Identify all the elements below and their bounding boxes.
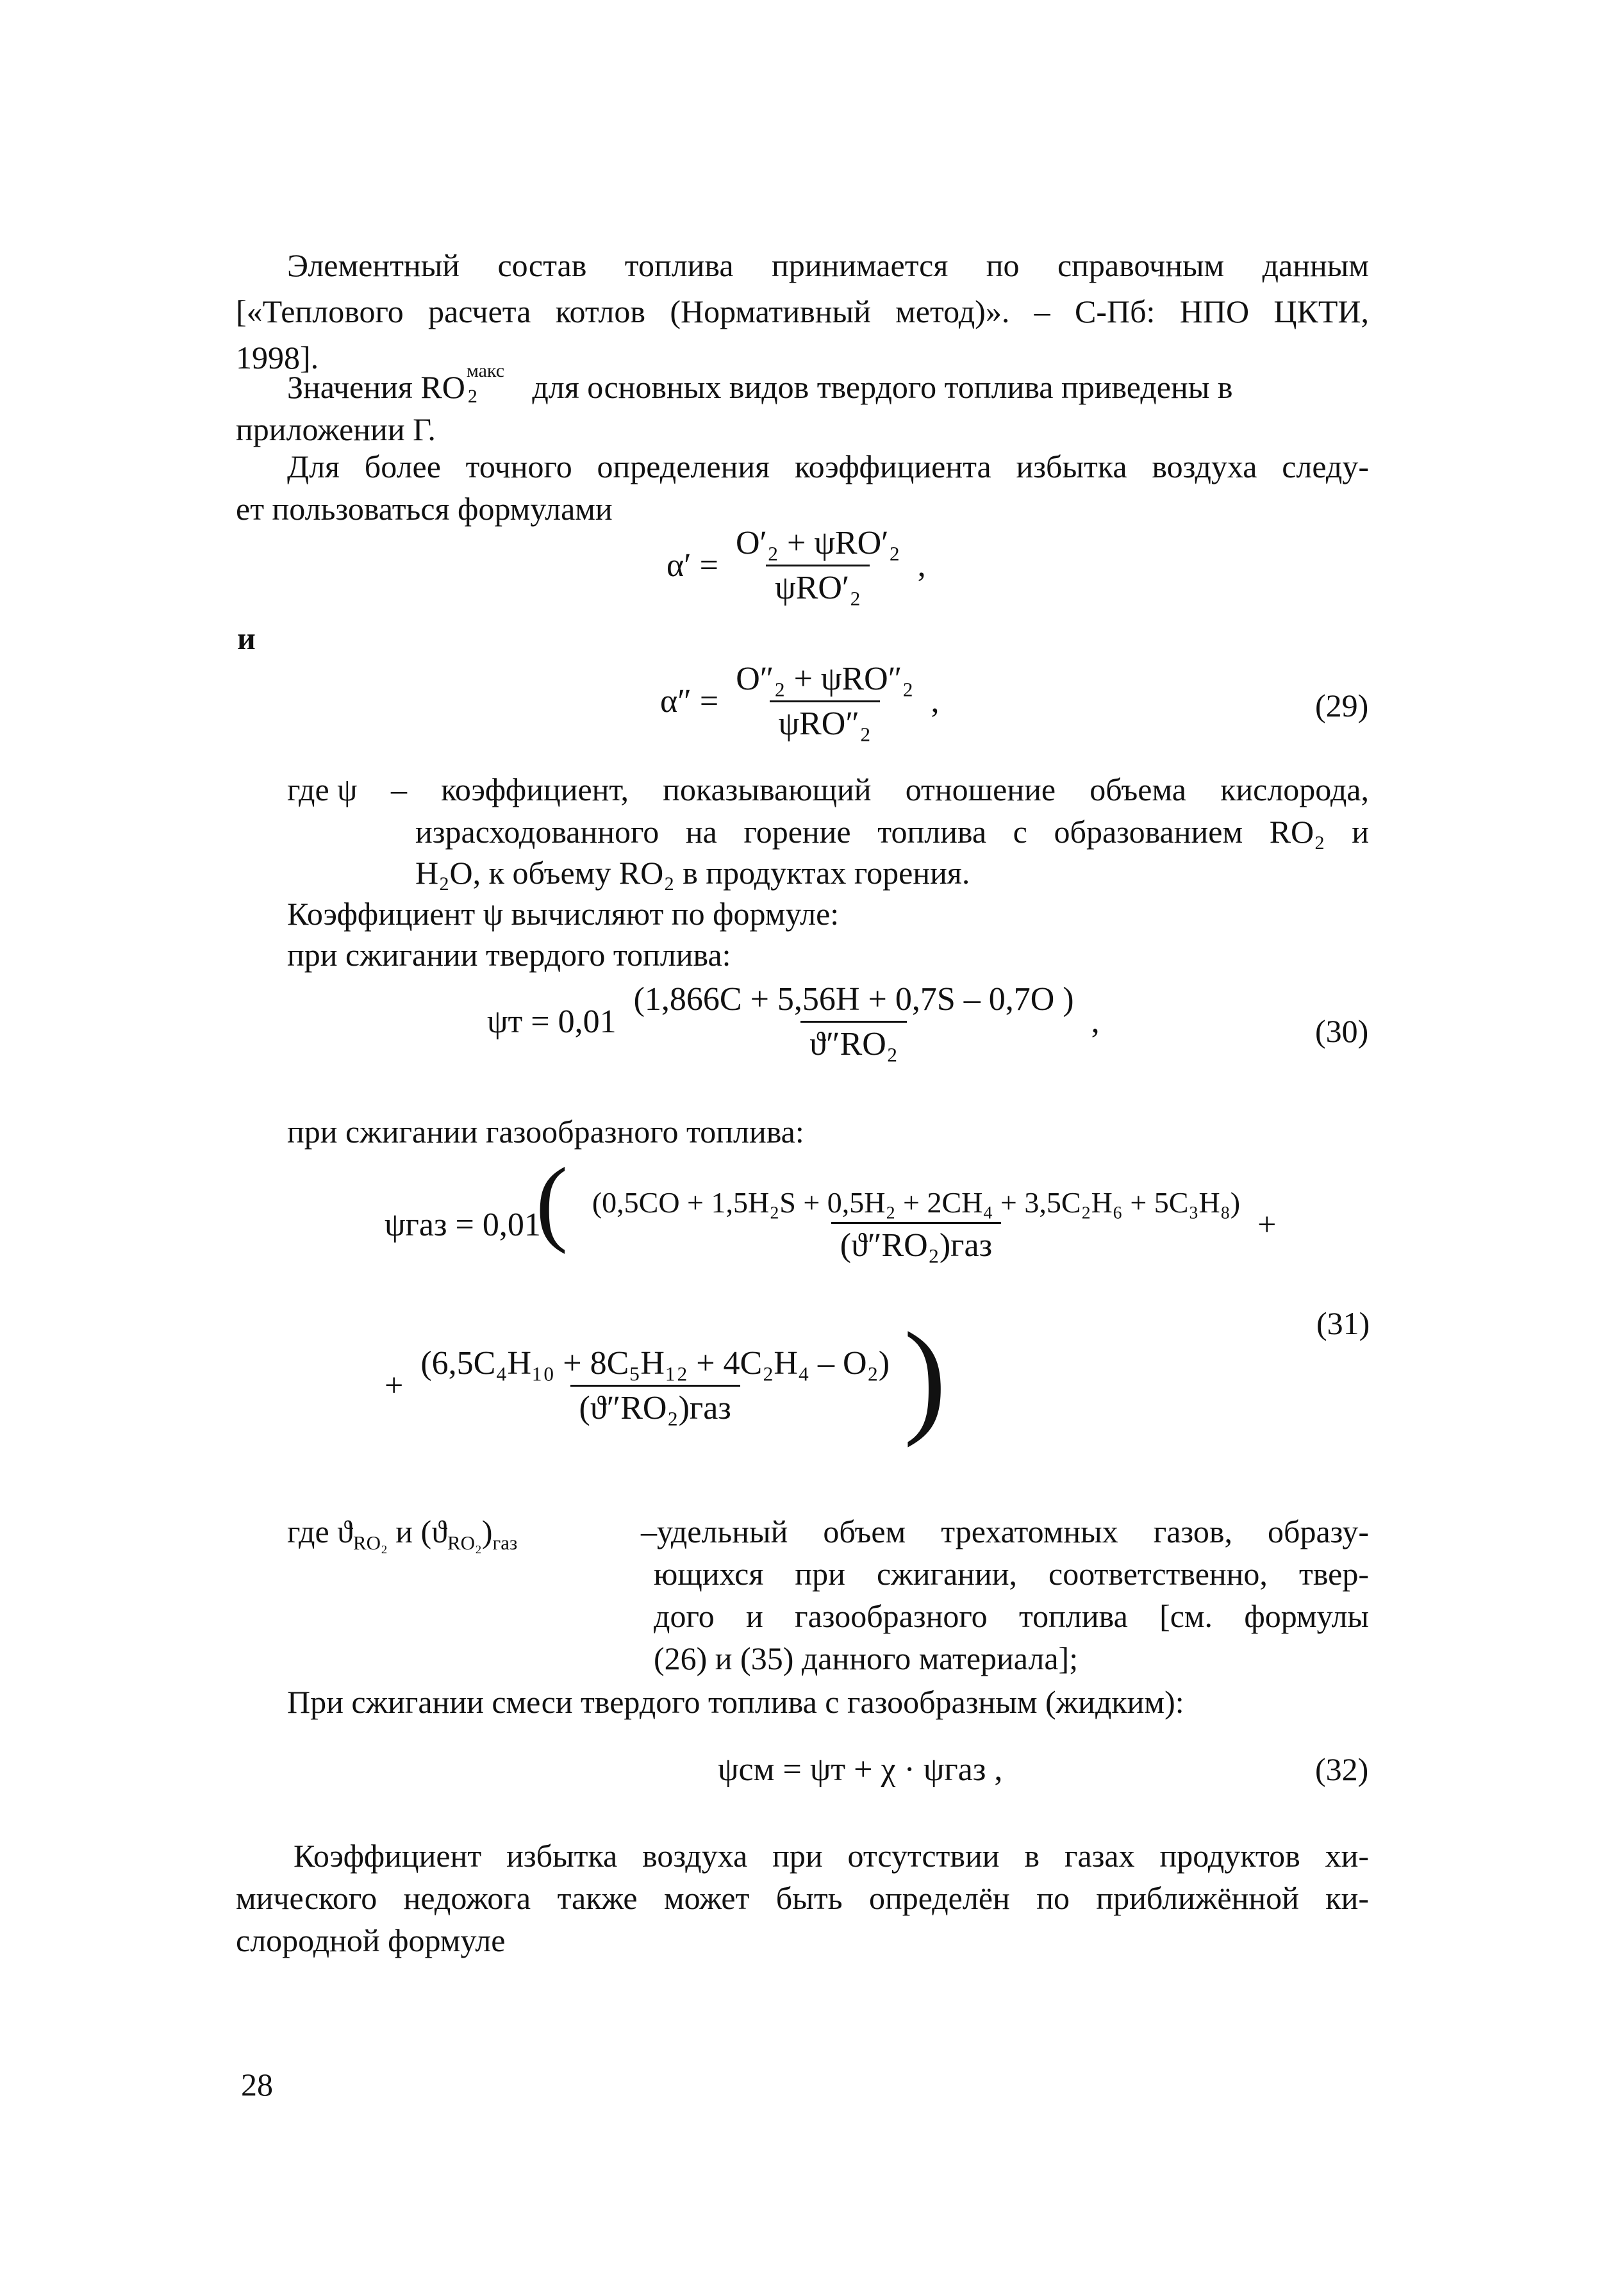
text: Коэффициент ψ вычисляют по формуле: <box>287 896 840 932</box>
text: мического недожога также может быть определён по приближённой ки- <box>236 1880 1369 1916</box>
conjunction-and <box>237 615 256 661</box>
text: израсходованного на горение топлива с образованием RO₂ и <box>415 814 1369 850</box>
paragraph-line <box>287 891 839 937</box>
denominator: ϑ″RO₂ <box>800 1021 907 1063</box>
formula: ψсм = ψт + χ · ψгаз , <box>718 1751 1003 1788</box>
text: H₂O, к объему RO₂ в продуктах горения. <box>415 855 970 891</box>
subscript: RO₂ <box>447 1532 482 1554</box>
formula-lhs: ψгаз = 0,01 <box>385 1207 541 1243</box>
fraction <box>625 980 1083 1063</box>
text: 1998]. <box>236 340 319 376</box>
comma: , <box>917 547 926 584</box>
denominator: (ϑ″RO₂)газ <box>831 1222 1001 1264</box>
paragraph-line <box>654 1635 1078 1681</box>
left-big-paren: ( <box>536 1148 568 1255</box>
comma: , <box>1091 1003 1100 1040</box>
paragraph-line <box>654 1551 1369 1597</box>
denominator: ψRO″₂ <box>770 700 881 743</box>
text: (26) и (35) данного материала]; <box>654 1640 1079 1676</box>
formula-psi-gaz-part1 <box>385 1185 1276 1264</box>
equation-number <box>1316 1305 1370 1342</box>
formula-psi-sm <box>718 1751 1002 1788</box>
paragraph-line <box>287 360 1369 410</box>
text: при сжигании твердого топлива: <box>287 937 731 973</box>
text: где ϑ <box>287 1514 353 1549</box>
comma: , <box>931 683 940 720</box>
text: для основных видов твердого топлива приведены в <box>524 369 1233 405</box>
text: дого и газообразного топлива [см. формулы <box>654 1598 1369 1634</box>
fraction <box>583 1185 1249 1264</box>
text: –удельный объем трехатомных газов, образу- <box>641 1514 1369 1549</box>
equation-number <box>1315 1012 1368 1050</box>
text: приложении Г. <box>236 411 436 447</box>
formula-psi-gaz-part2 <box>385 1344 899 1427</box>
text: Значения RO <box>287 369 465 405</box>
paragraph-line <box>287 932 731 978</box>
text: – коэффициент, показывающий отношение объема кислорода, <box>391 772 1369 807</box>
fraction <box>411 1344 899 1427</box>
formula-psi-t <box>487 980 1100 1063</box>
numerator: (6,5C₄H₁₀ + 8C₅H₁₂ + 4C₂H₄ – O₂) <box>420 1345 890 1382</box>
paragraph-line <box>415 809 1369 855</box>
page-number <box>241 2066 273 2103</box>
where-label <box>287 766 357 813</box>
text: Элементный состав топлива принимается по справочным данным <box>287 247 1369 283</box>
plus: + <box>385 1367 404 1404</box>
text: При сжигании смеси твердого топлива с газообразным (жидким): <box>287 1684 1184 1720</box>
numerator: (0,5CO + 1,5H₂S + 0,5H₂ + 2CH₄ + 3,5C₂H₆ + 5C₃H₈) <box>592 1186 1241 1219</box>
text: и <box>237 620 256 656</box>
denominator: (ϑ″RO₂)газ <box>570 1385 740 1427</box>
text: Коэффициент избытка воздуха при отсутствии в газах продуктов хи- <box>294 1838 1369 1874</box>
subscript: 2 <box>467 386 477 407</box>
formula-alpha-prime <box>667 524 926 607</box>
denominator: ψRO′₂ <box>766 565 870 607</box>
where-label: где $ϑ_{RO_2}$ и $(ϑ_{RO_2})_{газ}$ <box>287 1514 518 1554</box>
paragraph-line <box>236 288 1369 334</box>
fraction <box>727 524 909 607</box>
equation-number <box>1315 1751 1368 1788</box>
formula-alpha-double-prime <box>660 660 939 743</box>
paragraph-line <box>236 1875 1369 1921</box>
paragraph-line <box>236 1917 505 1963</box>
text: [«Теплового расчета котлов (Нормативный метод)». – С-Пб: НПО ЦКТИ, <box>236 293 1369 329</box>
text: слородной формуле <box>236 1922 506 1958</box>
formula-lhs: α″ = <box>660 683 719 720</box>
numerator: (1,866C + 5,56H + 0,7S – 0,7O ) <box>633 981 1074 1018</box>
text: (30) <box>1315 1013 1369 1049</box>
text: ет пользоваться формулами <box>236 491 613 527</box>
right-big-paren: ) <box>904 1307 947 1448</box>
paragraph-line <box>415 850 970 896</box>
subscript: газ <box>492 1532 518 1554</box>
paragraph-line <box>287 1679 1184 1725</box>
paragraph-line <box>641 1508 1369 1555</box>
paragraph-line <box>654 1593 1369 1639</box>
text: при сжигании газообразного топлива: <box>287 1114 804 1150</box>
paragraph-line <box>236 486 613 532</box>
plus: + <box>1257 1207 1277 1243</box>
formula-lhs: ψт = 0,01 <box>487 1003 617 1040</box>
subscript: RO₂ <box>352 1532 388 1554</box>
paragraph-line <box>236 242 1369 288</box>
text: 28 <box>241 2067 273 2102</box>
equation-number <box>1315 687 1368 724</box>
paragraph-line <box>236 443 1369 490</box>
numerator: O″₂ + ψRO″₂ <box>736 661 914 697</box>
superscript: макс <box>466 360 505 381</box>
numerator: O′₂ + ψRO′₂ <box>735 525 900 561</box>
text: (32) <box>1315 1751 1369 1787</box>
paragraph-line <box>236 1833 1369 1879</box>
text: ющихся при сжигании, соответственно, твер- <box>654 1556 1369 1592</box>
text: (31) <box>1316 1305 1370 1341</box>
text: (29) <box>1315 688 1369 723</box>
text: где ψ <box>287 772 358 807</box>
text: и <box>387 1514 421 1549</box>
paragraph-line <box>391 766 1369 813</box>
text: Для более точного определения коэффициента избытка воздуха следу- <box>287 449 1369 484</box>
fraction <box>727 660 922 743</box>
formula-lhs: α′ = <box>667 547 718 584</box>
